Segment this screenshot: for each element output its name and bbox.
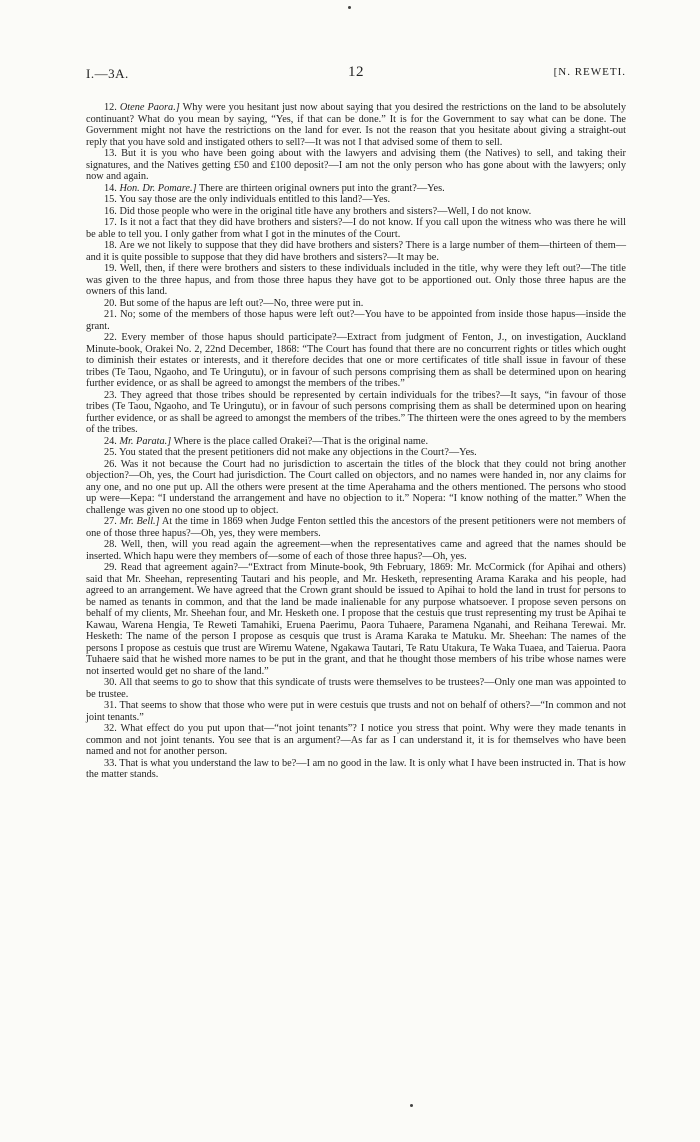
question-paragraph — [86, 148, 626, 183]
speaker-name: Mr. Parata.] — [119, 435, 172, 447]
paragraph-text: Every member of those hapus should participate?—Extract from judgment of Fenton, J., on investigation, Auckland Minute-book, Orakei No. 2, 22nd December, 1868: “The Court has found that there are no concurrent rights or titles which ought to diminish their estates or interests, and it therefore decides that one or more certificates of title shall issue in favour of these tribes (Te Taou, Ngaoho, and Te Uringutu), or in favour of such persons comprising them as shall be determined upon on hearing further evidence, or as shall be agreed to amongst the members of the tribes.” — [86, 332, 626, 389]
document-reference: I.—3A. — [86, 66, 129, 81]
paragraph-text: What effect do you put upon that—“not joint tenants”? I notice you stress that point. Why were they made tenants in common and not joint tenants. You see that is an argument?—As far as I can understand it, it is for themselves who have been named and not for another person. — [86, 723, 626, 757]
paragraph-text: Was it not because the Court had no jurisdiction to ascertain the titles of the block that they could not bring another objection?—Oh, yes, the Court had jurisdiction. The Court called on objectors, and no names were handed in, nor any claims for any one, and no one put up. All the others were present at the time Aperahama and the others mentioned. The persons who stood up were—Kepa: “I understand the arrangement and have no objection to it.” Nopera: “I know nothing of the matter.” When the challenge was given no one stood up to object. — [86, 458, 626, 516]
paragraph-text: Is it not a fact that they did have brothers and sisters?—I do not know. If you call upon the witness who was there he will be able to tell you. I only gather from what I got in the minutes of the Court. — [86, 217, 626, 240]
speaker-name: Hon. Dr. Pomare.] — [119, 182, 197, 194]
paragraph-number: 23. — [104, 389, 117, 401]
page-number: 12 — [348, 64, 364, 80]
question-paragraph — [86, 539, 626, 562]
paragraph-number: 18. — [104, 240, 117, 251]
paragraph-number: 12. — [104, 102, 117, 113]
question-paragraph — [86, 102, 626, 148]
question-paragraph — [86, 677, 626, 700]
question-paragraph — [86, 298, 626, 310]
paragraph-number: 28. — [104, 539, 117, 550]
paragraph-text: Did those people who were in the original title have any brothers and sisters?—Well, I do not know. — [116, 205, 532, 217]
question-paragraph — [86, 390, 626, 436]
scan-speck — [410, 1104, 413, 1107]
paragraph-number: 14. — [104, 182, 117, 194]
question-paragraph — [86, 217, 626, 240]
question-paragraph — [86, 436, 626, 448]
paragraph-text: At the time in 1869 when Judge Fenton settled this the ancestors of the present petitioners were not members of one of those three hapus?—Oh, yes, they were members. — [86, 516, 626, 539]
paragraph-text: Well, then, will you read again the agreement—when the representatives came and agreed that the names should be inserted. Which hapu were they members of—some of each of those three hapus?—Oh, yes. — [86, 539, 626, 562]
paragraph-text: There are thirteen original owners put into the grant?—Yes. — [196, 182, 445, 194]
running-head: [N. REWETI. — [553, 66, 626, 78]
question-paragraph — [86, 263, 626, 298]
question-paragraph — [86, 183, 626, 195]
paragraph-number: 13. — [104, 148, 117, 159]
paragraph-number: 20. — [104, 297, 117, 309]
paragraph-number: 22. — [104, 332, 117, 343]
speaker-name: Otene Paora.] — [119, 102, 180, 113]
paragraph-text: That is what you understand the law to be?—I am no good in the law. It is only what I have been instructed in. That is how the matter stands. — [86, 757, 626, 780]
paragraph-text: Why were you hesitant just now about saying that you desired the restrictions on the land to be absolutely continuant? What do you mean by saying, “Yes, if that can be done.” It is for the Government to say what can be done. The Government might not have the restrictions on the land for ever. Is not the reason that you hesitate about giving a straight-out reply that you have sold and instigated others to sell?—It was not I that advised some of them to sell. — [86, 102, 626, 148]
paragraph-number: 32. — [104, 723, 117, 734]
paragraph-number: 26. — [104, 458, 117, 470]
paragraph-number: 27. — [104, 516, 117, 527]
question-paragraph — [86, 758, 626, 781]
question-paragraph — [86, 447, 626, 459]
speaker-name: Mr. Bell.] — [119, 516, 160, 527]
question-paragraph — [86, 332, 626, 390]
paragraph-number: 33. — [104, 757, 117, 769]
paragraph-text: Well, then, if there were brothers and sisters to these individuals included in the title, why were they left out?—The title was given to the three hapus, and from those three hapus they have got to be apportioned out. Only those three hapus are the owners of this land. — [86, 263, 626, 297]
question-paragraph — [86, 206, 626, 218]
paragraph-text: That seems to show that those who were put in were cestuis que trusts and not on behalf of others?—“In common and not joint tenants.” — [86, 700, 626, 723]
paragraph-text: Read that agreement again?—“Extract from Minute-book, 9th February, 1869: Mr. McCormick (for Apihai and others) said that Mr. Sheehan, representing Tautari and his people, and Mr. Hesketh, representing Arama Karaka and his people, had agreed to an arrangement. We have agreed that the Crown grant should be issued to Apihai to hold the land in trust for persons to be named as tenants in common, and that the land be made inalienable for any purpose whatsoever. I propose seven persons on behalf of my clients, Mr. Sheehan four, and Mr. Hesketh one. I propose that the cestuis que trust representing my trust be Apihai te Kawau, Warena Hengia, Te Reweti Tamahiki, Eruena Paerimu, Paora Tuhaere, Paramena Nganahi, and Reihana Terewai. Mr. Hesketh: The name of the person I propose as cesquis que trust is Arama Karaka te Matuku. Mr. Sheehan: The names of the persons I propose as cestuis que trust are Wiremu Watene, Ngakawa Tautari, Te Ratu Utakura, Te Waka Tuaea, and Taierua. Paora Tuhaere said that he wished more names to be put in the grant, and that he thought those members of his tribe whose names were not inserted would get no share of the land.” — [86, 562, 626, 677]
question-paragraph — [86, 240, 626, 263]
question-paragraph — [86, 516, 626, 539]
paragraph-number: 30. — [104, 677, 117, 688]
paragraph-number: 25. — [104, 447, 117, 458]
paragraph-text: But it is you who have been going about with the lawyers and advising them (the Natives) to sell, and taking their signatures, and the Natives getting £50 and £100 deposit?—I am not the only person who has gone about with the lawyers; only now and again. — [86, 148, 626, 182]
question-paragraph — [86, 700, 626, 723]
question-paragraph — [86, 194, 626, 206]
page-header — [86, 66, 626, 86]
paragraph-number: 29. — [104, 562, 117, 573]
document-body — [86, 102, 626, 781]
paragraph-text: But some of the hapus are left out?—No, three were put in. — [116, 297, 364, 309]
paragraph-text: No; some of the members of those hapus were left out?—You have to be appointed from inside those hapus—inside the grant. — [86, 309, 626, 332]
question-paragraph — [86, 309, 626, 332]
paragraph-number: 17. — [104, 217, 117, 228]
paragraph-number: 31. — [104, 700, 117, 711]
question-paragraph — [86, 562, 626, 677]
paragraph-number: 15. — [104, 194, 117, 205]
paragraph-text: You stated that the present petitioners did not make any objections in the Court?—Yes. — [116, 447, 477, 458]
scan-speck — [348, 6, 351, 9]
paragraph-number: 16. — [104, 205, 117, 217]
paragraph-number: 24. — [104, 435, 117, 447]
paragraph-text: Where is the place called Orakei?—That is the original name. — [171, 435, 429, 447]
paragraph-text: Are we not likely to suppose that they did have brothers and sisters? There is a large number of them—thirteen of them—and it is quite possible to suppose that they did have brothers and sisters?—It may be. — [86, 240, 626, 263]
paragraph-number: 21. — [104, 309, 117, 320]
question-paragraph — [86, 723, 626, 758]
question-paragraph — [86, 459, 626, 517]
paragraph-number: 19. — [104, 263, 117, 274]
paragraph-text: You say those are the only individuals entitled to this land?—Yes. — [116, 194, 391, 205]
paragraph-text: All that seems to go to show that this syndicate of trusts were themselves to be trustees?—Only one man was appointed to be trustee. — [86, 677, 626, 700]
paragraph-text: They agreed that those tribes should be represented by certain individuals for the tribes?—It says, “in favour of those tribes (Te Taou, Ngaoho, and Te Uringutu), or in favour of such persons comprising them as shall be determined upon on hearing further evidence, or as shall be agreed to amongst the members of the tribes.” The thirteen were the ones agreed to by the members of the tribes. — [86, 389, 626, 435]
